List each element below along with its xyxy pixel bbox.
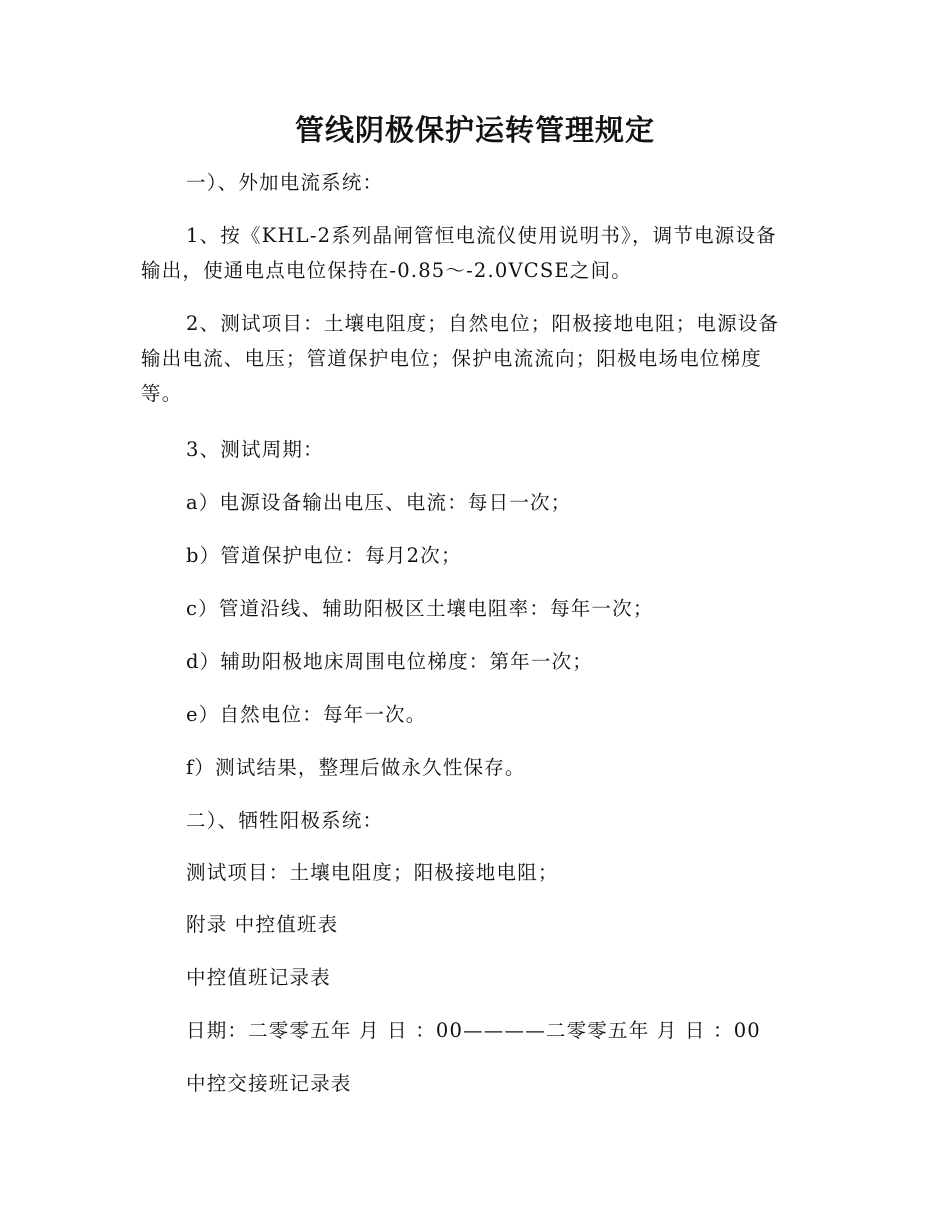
paragraph-line: 1、按《KHL-2系列晶闸管恒电流仪使用说明书》，调节电源设备: [186, 224, 777, 247]
list-item: f）测试结果，整理后做永久性保存。: [186, 756, 526, 779]
table-title: 中控值班记录表: [186, 966, 331, 989]
list-item: d）辅助阳极地床周围电位梯度：第年一次；: [186, 650, 593, 673]
paragraph-line: 测试项目：土壤电阻度；阳极接地电阻；: [186, 861, 559, 884]
list-item: c）管道沿线、辅助阳极区土壤电阻率：每年一次；: [186, 597, 654, 620]
paragraph-line: 输出电流、电压；管道保护电位；保护电流流向；阳极电场电位梯度: [141, 347, 763, 370]
list-item: b）管道保护电位：每月2次；: [186, 544, 462, 567]
list-item: e）自然电位：每年一次。: [186, 703, 427, 726]
appendix-heading: 附录 中控值班表: [186, 913, 339, 936]
table-title: 中控交接班记录表: [186, 1072, 352, 1095]
document-title: 管线阴极保护运转管理规定: [294, 113, 655, 147]
date-line: 日期：二零零五年 月 日 ：00————二零零五年 月 日 ：00: [186, 1019, 761, 1042]
list-item: a）电源设备输出电压、电流：每日一次；: [186, 491, 572, 514]
paragraph-line: 等。: [141, 382, 183, 405]
section-heading-sacrificial-anode: 二）、牺牲阳极系统：: [186, 809, 384, 832]
section-heading-impressed-current: 一）、外加电流系统：: [186, 171, 384, 194]
paragraph-line: 3、测试周期：: [186, 438, 324, 461]
paragraph-line: 输出，使通电点电位保持在-0.85～-2.0VCSE之间。: [141, 259, 633, 282]
paragraph-line: 2、测试项目：土壤电阻度；自然电位；阳极接地电阻；电源设备: [186, 312, 780, 335]
